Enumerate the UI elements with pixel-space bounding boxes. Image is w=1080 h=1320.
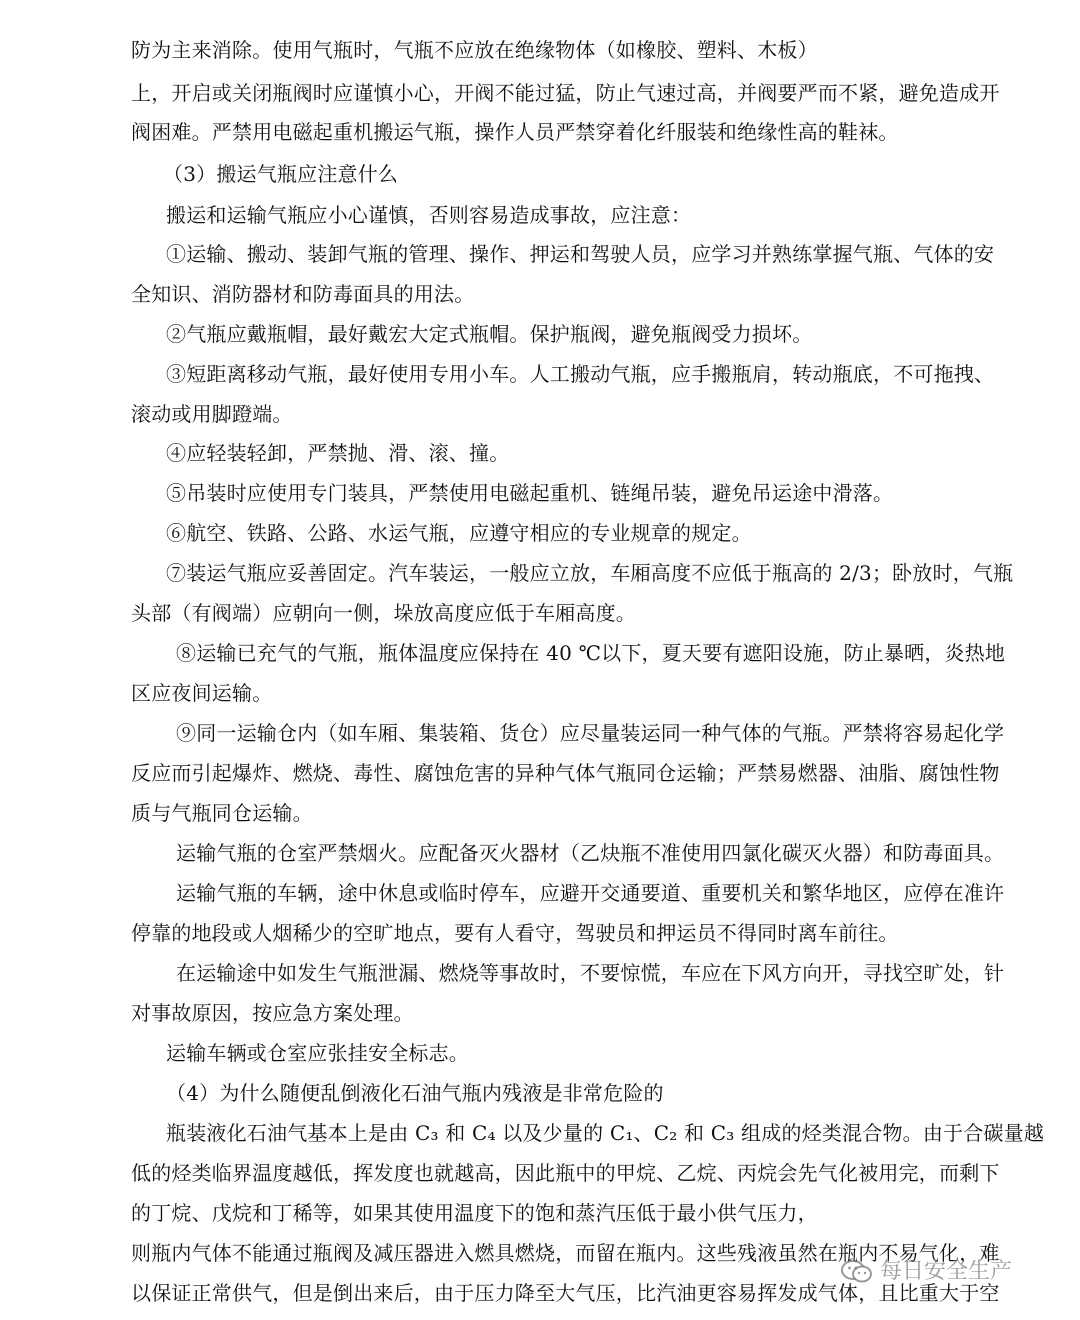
text-line: 低的烃类临界温度越低，挥发度也就越高，因此瓶中的甲烷、乙烷、丙烷会先气化被用完，而剩下 [131,1161,1000,1185]
section-heading: （3）搬运气瓶应注意什么 [163,162,399,186]
text-line: 则瓶内气体不能通过瓶阀及减压器进入燃具燃烧，而留在瓶内。这些残液虽然在瓶内不易气化，难 [131,1241,1000,1265]
text-line: 以保证正常供气，但是倒出来后，由于压力降至大气压，比汽油更容易挥发成气体，且比重大于空 [131,1281,1000,1305]
list-item: ⑤吊装时应使用专门装具，严禁使用电磁起重机、链绳吊装，避免吊运途中滑落。 [166,481,894,505]
text-line: 质与气瓶同仓运输。 [131,801,313,825]
text-line: 上，开启或关闭瓶阀时应谨慎小心，开阀不能过猛，防止气速过高，并阀要严而不紧，避免造成开 [131,81,1000,105]
list-item: ⑥航空、铁路、公路、水运气瓶，应遵守相应的专业规章的规定。 [166,521,752,545]
watermark-text: 每日安全生产 [880,1259,1013,1284]
text-line: 阀困难。严禁用电磁起重机搬运气瓶，操作人员严禁穿着化纤服装和绝缘性高的鞋袜。 [131,120,899,144]
list-item: ⑦装运气瓶应妥善固定。汽车装运，一般应立放，车厢高度不应低于瓶高的 2/3；卧放时，气瓶 [166,561,1014,585]
text-line: 瓶装液化石油气基本上是由 C₃ 和 C₄ 以及少量的 C₁、C₂ 和 C₃ 组成的烃类混合物。由于合碳量越 [166,1121,1045,1145]
text-line: 全知识、消防器材和防毒面具的用法。 [131,282,475,306]
text-line: 头部（有阀端）应朝向一侧，垛放高度应低于车厢高度。 [131,601,636,625]
text-line: 运输车辆或仓室应张挂安全标志。 [166,1041,469,1065]
text-line: 运输气瓶的车辆，途中休息或临时停车，应避开交通要道、重要机关和繁华地区，应停在准许 [176,881,1005,905]
list-item: ②气瓶应戴瓶帽，最好戴宏大定式瓶帽。保护瓶阀，避免瓶阀受力损坏。 [166,322,813,346]
text-line: 在运输途中如发生气瓶泄漏、燃烧等事故时，不要惊慌，车应在下风方向开，寻找空旷处，针 [176,961,1005,985]
text-line: 对事故原因，按应急方案处理。 [131,1001,414,1025]
text-line: 的丁烷、戊烷和丁稀等，如果其使用温度下的饱和蒸汽压低于最小供气压力， [131,1201,818,1225]
wechat-icon [840,1259,874,1285]
section-heading: （4）为什么随便乱倒液化石油气瓶内残液是非常危险的 [166,1081,664,1105]
list-item: ⑨同一运输仓内（如车厢、集装箱、货仓）应尽量装运同一种气体的气瓶。严禁将容易起化学 [176,721,1005,745]
watermark [840,1257,1012,1287]
text-line: 反应而引起爆炸、燃烧、毒性、腐蚀危害的异种气体气瓶同仓运输；严禁易燃器、油脂、腐蚀性物 [131,761,1000,785]
list-item: ③短距离移动气瓶，最好使用专用小车。人工搬动气瓶，应手搬瓶肩，转动瓶底，不可拖拽、 [166,362,995,386]
text-line: 滚动或用脚蹬端。 [131,402,293,426]
list-item: ④应轻装轻卸，严禁抛、滑、滚、撞。 [166,441,510,465]
list-item: ⑧运输已充气的气瓶，瓶体温度应保持在 40 ℃以下，夏天要有遮阳设施，防止暴晒，炎热地 [176,641,1006,665]
text-line: 停靠的地段或人烟稀少的空旷地点，要有人看守，驾驶员和押运员不得同时离车前往。 [131,921,899,945]
text-line: 运输气瓶的仓室严禁烟火。应配备灭火器材（乙炔瓶不准使用四氯化碳灭火器）和防毒面具。 [176,841,1005,865]
list-item: ①运输、搬动、装卸气瓶的管理、操作、押运和驾驶人员，应学习并熟练掌握气瓶、气体的安 [166,242,995,266]
text-line: 区应夜间运输。 [131,681,273,705]
text-line: 防为主来消除。使用气瓶时，气瓶不应放在绝缘物体（如橡胶、塑料、木板） [131,38,818,62]
text-line: 搬运和运输气瓶应小心谨慎，否则容易造成事故，应注意： [166,203,692,227]
